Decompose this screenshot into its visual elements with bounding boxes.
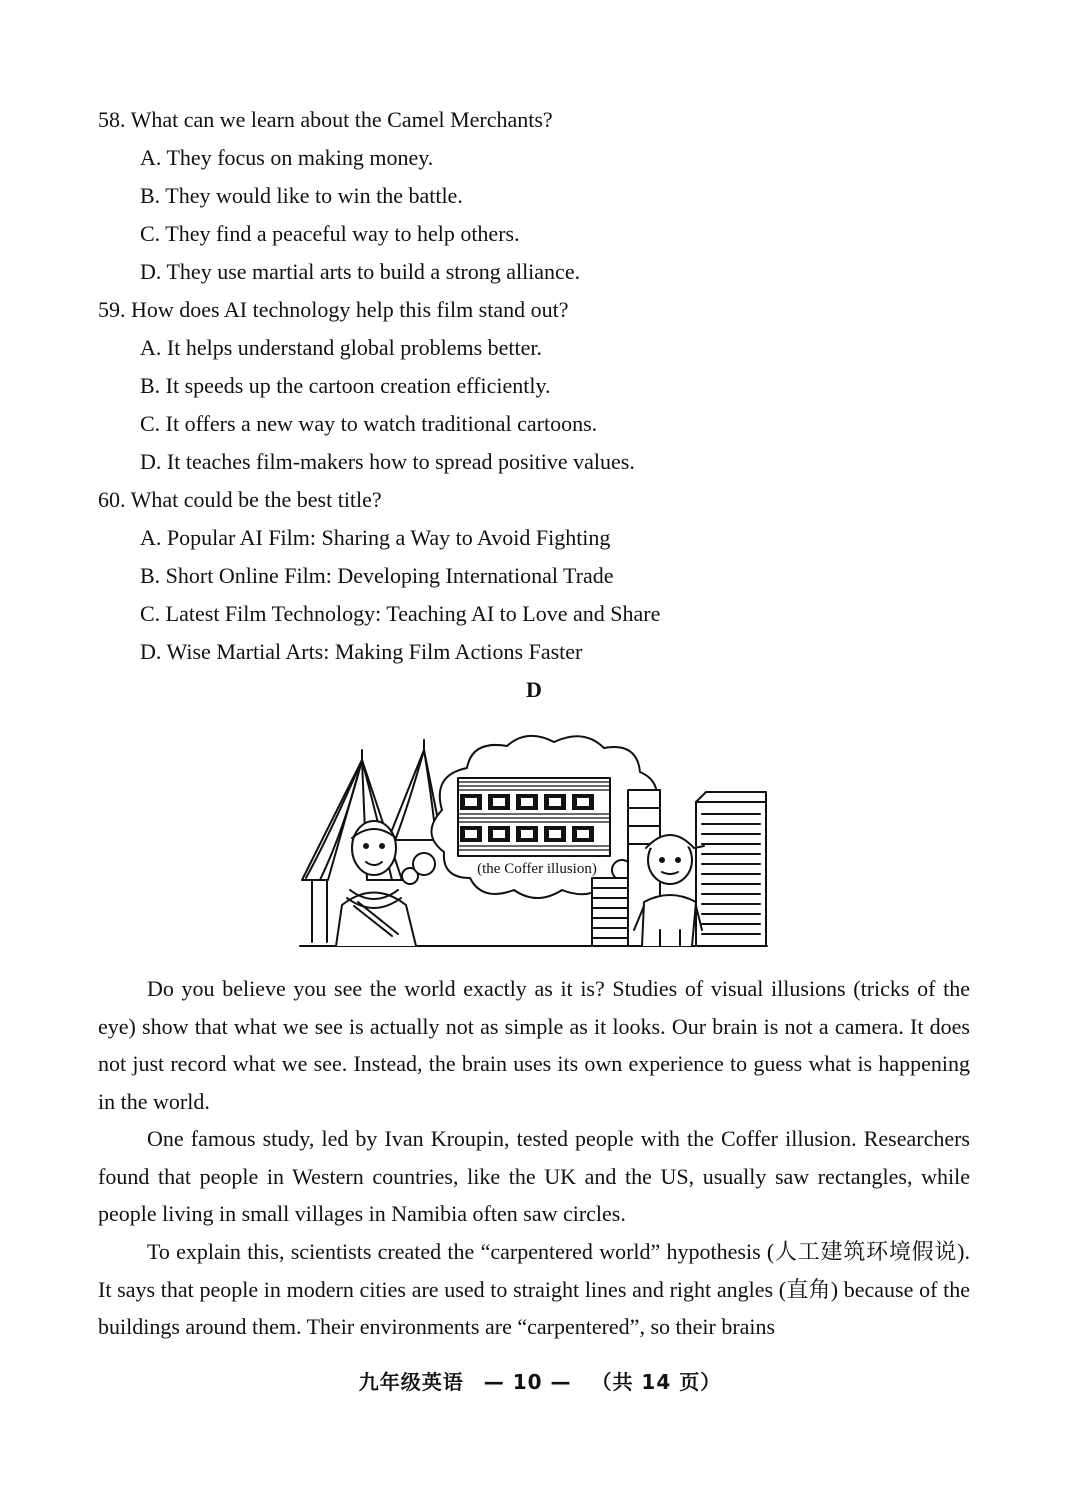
question-58: 58. What can we learn about the Camel Merchants? [98, 107, 553, 132]
coffer-pattern [458, 778, 610, 856]
question-60-option-d: D. Wise Martial Arts: Making Film Actions Faster [140, 639, 583, 664]
question-59-option-c: C. It offers a new way to watch traditional cartoons. [140, 411, 598, 436]
question-60-option-c: C. Latest Film Technology: Teaching AI to Love and Share [140, 601, 661, 626]
footer-subject: 九年级英语 [358, 1370, 464, 1394]
passage-paragraph-2: One famous study, led by Ivan Kroupin, tested people with the Coffer illusion. Researchers found that people in Western countries, like the UK and the US, usually saw rectangles, while people living in small villages in Namibia often saw circles. [98, 1126, 970, 1226]
question-58-option-a: A. They focus on making money. [140, 145, 434, 170]
question-58-option-d: D. They use martial arts to build a strong alliance. [140, 259, 581, 284]
passage-paragraph-1: Do you believe you see the world exactly as it is? Studies of visual illusions (tricks of the eye) show that what we see is actually not as simple as it looks. Our brain is not a camera. It does not just record what we see. Instead, the brain uses its own experience to guess what is happening in the world. [98, 976, 970, 1114]
illusion-caption: (the Coffer illusion) [477, 861, 597, 877]
question-60-option-a: A. Popular AI Film: Sharing a Way to Avoid Fighting [140, 525, 611, 550]
question-60: 60. What could be the best title? [98, 487, 382, 512]
section-heading: D [526, 677, 542, 702]
question-59-option-b: B. It speeds up the cartoon creation efficiently. [140, 373, 551, 398]
question-59-option-a: A. It helps understand global problems better. [140, 335, 543, 360]
footer-total-pages: （共 14 页） [591, 1370, 722, 1394]
question-58-option-b: B. They would like to win the battle. [140, 183, 463, 208]
question-59: 59. How does AI technology help this film stand out? [98, 297, 569, 322]
passage-paragraph-3: To explain this, scientists created the “carpentered world” hypothesis (人工建筑环境假说). It says that people in modern cities are used to straight lines and right angles (直角) because of the buildings around them. Their environments are “carpentered”, so their brains [98, 1239, 970, 1339]
footer-page-number: — 10 — [483, 1370, 572, 1394]
question-60-option-b: B. Short Online Film: Developing International Trade [140, 563, 614, 588]
question-59-option-d: D. It teaches film-makers how to spread positive values. [140, 449, 635, 474]
coffer-illusion-illustration [292, 730, 782, 956]
question-58-option-c: C. They find a peaceful way to help others. [140, 221, 520, 246]
page-footer [0, 1366, 1080, 1395]
